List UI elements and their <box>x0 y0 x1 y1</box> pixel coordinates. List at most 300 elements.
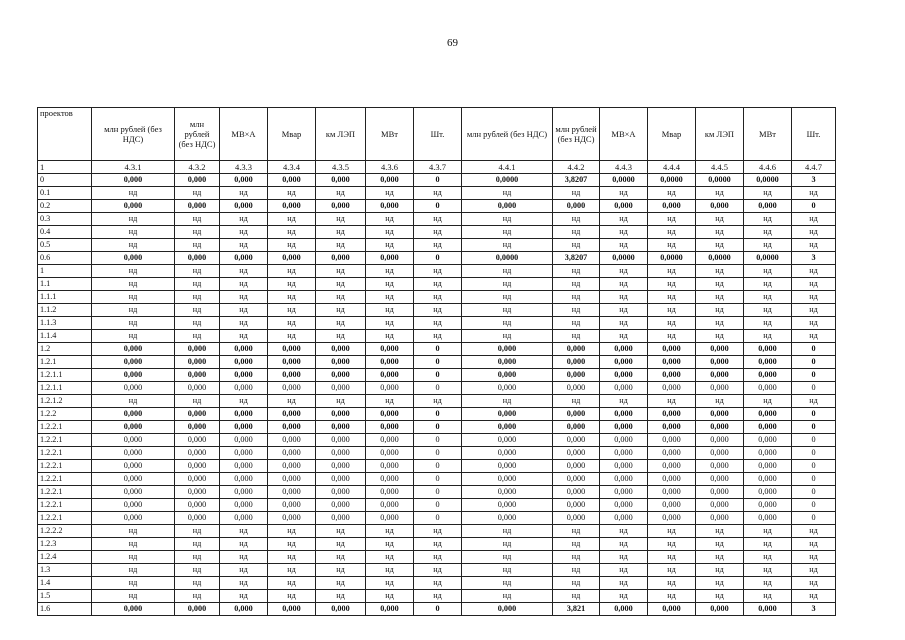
table-cell: нд <box>553 187 600 200</box>
table-cell: 0,000 <box>696 473 744 486</box>
table-cell: 0,000 <box>744 499 792 512</box>
table-cell: нд <box>268 330 316 343</box>
table-cell: нд <box>792 538 836 551</box>
table-cell: 0,000 <box>696 499 744 512</box>
table-cell: 0,000 <box>462 447 553 460</box>
table-cell: нд <box>220 278 268 291</box>
table-row <box>38 187 836 200</box>
table-cell: нд <box>366 551 414 564</box>
table-cell: 0,000 <box>462 200 553 213</box>
table-row <box>38 226 836 239</box>
column-header: МВт <box>366 108 414 161</box>
table-cell: 0,000 <box>696 434 744 447</box>
column-header: км ЛЭП <box>696 108 744 161</box>
table-cell: 0,000 <box>366 174 414 187</box>
table-cell: 0,000 <box>268 473 316 486</box>
table-cell: нд <box>92 330 175 343</box>
table-cell: нд <box>414 265 462 278</box>
table-cell: нд <box>220 330 268 343</box>
table-cell: нд <box>175 317 220 330</box>
column-number: 4.4.2 <box>553 161 600 174</box>
table-cell: нд <box>268 525 316 538</box>
table-cell: нд <box>92 395 175 408</box>
table-cell: 0,000 <box>175 512 220 525</box>
table-cell: 0,000 <box>696 447 744 460</box>
table-cell: 0,000 <box>175 421 220 434</box>
table-cell: нд <box>92 291 175 304</box>
table-cell: нд <box>744 330 792 343</box>
table-cell: 0,000 <box>600 343 648 356</box>
table-cell: нд <box>462 525 553 538</box>
table-cell: нд <box>696 239 744 252</box>
table-cell: нд <box>648 213 696 226</box>
table-cell: нд <box>462 577 553 590</box>
table-cell: нд <box>220 551 268 564</box>
table-cell: 0 <box>792 343 836 356</box>
table-cell: нд <box>316 395 366 408</box>
table-cell: нд <box>696 291 744 304</box>
table-cell: нд <box>175 551 220 564</box>
table-cell: 0,000 <box>92 421 175 434</box>
table-cell: 0,000 <box>268 434 316 447</box>
table-cell: 0 <box>414 343 462 356</box>
table-cell: 3,821 <box>553 603 600 616</box>
table-cell: нд <box>462 291 553 304</box>
table-cell: 0,000 <box>92 473 175 486</box>
table-cell: нд <box>648 278 696 291</box>
table-cell: нд <box>92 538 175 551</box>
table-cell: нд <box>696 317 744 330</box>
table-cell: нд <box>220 265 268 278</box>
table-cell: 0,000 <box>220 603 268 616</box>
table-cell: нд <box>600 213 648 226</box>
table-cell: 0,000 <box>268 447 316 460</box>
table-cell: 0,000 <box>366 369 414 382</box>
table-cell: нд <box>92 304 175 317</box>
table-cell: 0,000 <box>696 460 744 473</box>
table-cell: нд <box>316 239 366 252</box>
table-cell: нд <box>696 551 744 564</box>
table-cell: 3 <box>792 603 836 616</box>
table-row <box>38 577 836 590</box>
table-cell: нд <box>366 265 414 278</box>
table-row <box>38 486 836 499</box>
table-cell: нд <box>696 590 744 603</box>
table-row <box>38 473 836 486</box>
table-cell: 0,000 <box>462 382 553 395</box>
table-cell: нд <box>696 538 744 551</box>
table-cell: нд <box>175 577 220 590</box>
table-cell: 0,0000 <box>696 174 744 187</box>
table-cell: нд <box>744 304 792 317</box>
table-cell: нд <box>316 525 366 538</box>
table-cell: нд <box>366 278 414 291</box>
table-cell: 0,000 <box>600 447 648 460</box>
table-cell: 0 <box>414 447 462 460</box>
table-cell: нд <box>92 590 175 603</box>
row-code-cell: 0.1 <box>38 187 92 200</box>
table-cell: 0,000 <box>366 603 414 616</box>
table-cell: нд <box>175 538 220 551</box>
row-code-cell: 1.2.2.1 <box>38 512 92 525</box>
table-cell: нд <box>92 265 175 278</box>
column-number: 4.4.7 <box>792 161 836 174</box>
column-number: 4.3.3 <box>220 161 268 174</box>
table-cell: нд <box>414 291 462 304</box>
table-cell: 0,000 <box>316 499 366 512</box>
table-cell: 0,000 <box>648 356 696 369</box>
row-code-cell: 0.5 <box>38 239 92 252</box>
row-code-cell: 0.3 <box>38 213 92 226</box>
row-code-cell: 1.2.2.1 <box>38 447 92 460</box>
table-cell: 0,000 <box>462 473 553 486</box>
table-cell: 0,000 <box>600 382 648 395</box>
table-cell: нд <box>744 226 792 239</box>
table-cell: 0,000 <box>175 174 220 187</box>
row-code-cell: 1.2.4 <box>38 551 92 564</box>
table-cell: нд <box>792 551 836 564</box>
table-cell: 0,000 <box>366 512 414 525</box>
table-row <box>38 512 836 525</box>
table-cell: нд <box>366 304 414 317</box>
table-cell: нд <box>696 525 744 538</box>
table-cell: нд <box>792 590 836 603</box>
table-cell: 0,000 <box>316 460 366 473</box>
table-cell: нд <box>220 304 268 317</box>
table-cell: 0,000 <box>268 174 316 187</box>
table-cell: нд <box>92 226 175 239</box>
table-cell: нд <box>553 213 600 226</box>
table-cell: нд <box>268 395 316 408</box>
row-code-cell: 1.2.2.1 <box>38 434 92 447</box>
table-cell: 0,000 <box>648 512 696 525</box>
table-cell: нд <box>648 239 696 252</box>
table-cell: 0,000 <box>316 174 366 187</box>
row-code-cell: 1.2.1.2 <box>38 395 92 408</box>
table-cell: 3,8207 <box>553 174 600 187</box>
table-cell: 0,000 <box>553 369 600 382</box>
table-cell: нд <box>792 317 836 330</box>
table-cell: 0,000 <box>268 512 316 525</box>
table-cell: нд <box>648 395 696 408</box>
table-cell: нд <box>792 239 836 252</box>
table-cell: 0,000 <box>268 603 316 616</box>
table-cell: 0,000 <box>696 512 744 525</box>
table-cell: 0,0000 <box>600 174 648 187</box>
table-cell: 0,000 <box>600 421 648 434</box>
table-cell: 0 <box>414 408 462 421</box>
row-code-cell: 0.4 <box>38 226 92 239</box>
row-code-cell: 1.6 <box>38 603 92 616</box>
row-code-cell: 1.5 <box>38 590 92 603</box>
table-cell: нд <box>316 551 366 564</box>
table-cell: 0 <box>414 382 462 395</box>
table-row <box>38 304 836 317</box>
column-number: 4.4.3 <box>600 161 648 174</box>
table-cell: 0,000 <box>92 369 175 382</box>
table-row <box>38 538 836 551</box>
table-cell: нд <box>414 330 462 343</box>
table-cell: 3,8207 <box>553 252 600 265</box>
table-cell: нд <box>792 226 836 239</box>
table-cell: нд <box>648 330 696 343</box>
table-cell: 0,000 <box>175 252 220 265</box>
table-cell: нд <box>366 187 414 200</box>
column-header: МВ×А <box>600 108 648 161</box>
table-cell: 0,000 <box>462 486 553 499</box>
table-cell: 0,000 <box>744 460 792 473</box>
table-cell: 0,000 <box>744 200 792 213</box>
table-cell: нд <box>175 291 220 304</box>
table-cell: нд <box>744 590 792 603</box>
table-cell: нд <box>600 330 648 343</box>
table-cell: 0,0000 <box>744 174 792 187</box>
row-code-cell: 1.1.2 <box>38 304 92 317</box>
table-row <box>38 252 836 265</box>
column-number: 4.3.5 <box>316 161 366 174</box>
row-code-cell: 0.6 <box>38 252 92 265</box>
table-cell: 0,000 <box>220 252 268 265</box>
table-cell: нд <box>600 564 648 577</box>
table-cell: 0 <box>792 486 836 499</box>
table-cell: 0,000 <box>462 356 553 369</box>
table-cell: нд <box>553 551 600 564</box>
table-cell: 0 <box>792 200 836 213</box>
table-cell: нд <box>600 278 648 291</box>
table-cell: 0,000 <box>553 343 600 356</box>
table-cell: 0,000 <box>268 382 316 395</box>
table-cell: нд <box>462 551 553 564</box>
table-cell: 3 <box>792 174 836 187</box>
table-cell: нд <box>696 226 744 239</box>
table-cell: нд <box>414 551 462 564</box>
table-row <box>38 382 836 395</box>
table-cell: нд <box>696 304 744 317</box>
table-cell: нд <box>553 291 600 304</box>
table-cell: 0,000 <box>220 447 268 460</box>
table-cell: 0,000 <box>696 486 744 499</box>
table-cell: 0,000 <box>696 369 744 382</box>
table-cell: 0,000 <box>696 343 744 356</box>
table-cell: 0,000 <box>366 252 414 265</box>
table-cell: 0 <box>792 512 836 525</box>
row-code-cell: 1.2.3 <box>38 538 92 551</box>
table-cell: нд <box>462 213 553 226</box>
table-cell: 0,000 <box>268 408 316 421</box>
table-cell: нд <box>792 564 836 577</box>
table-cell: 0,000 <box>744 356 792 369</box>
table-cell: 0,000 <box>600 499 648 512</box>
table-cell: 0,000 <box>175 447 220 460</box>
table-cell: нд <box>553 525 600 538</box>
table-cell: 0,000 <box>175 499 220 512</box>
table-cell: нд <box>316 278 366 291</box>
table-cell: нд <box>792 187 836 200</box>
table-cell: 0,000 <box>553 200 600 213</box>
table-cell: 0,000 <box>696 356 744 369</box>
column-number-row <box>38 161 836 174</box>
table-cell: нд <box>648 265 696 278</box>
row-code-cell: 0 <box>38 174 92 187</box>
table-cell: 0,000 <box>366 473 414 486</box>
table-cell: нд <box>696 278 744 291</box>
row-code-cell: 1.1.4 <box>38 330 92 343</box>
row-code-cell: 1.2.1 <box>38 356 92 369</box>
table-cell: 0,000 <box>648 382 696 395</box>
column-header: Мвар <box>268 108 316 161</box>
table-cell: 0 <box>414 434 462 447</box>
table-cell: нд <box>696 330 744 343</box>
table-cell: 0,000 <box>366 382 414 395</box>
table-cell: нд <box>553 239 600 252</box>
table-row <box>38 265 836 278</box>
row-code-cell: 1.2.2.1 <box>38 421 92 434</box>
table-row <box>38 499 836 512</box>
table-cell: 0,000 <box>600 434 648 447</box>
table-cell: 0 <box>414 369 462 382</box>
table-row <box>38 291 836 304</box>
table-cell: 0 <box>792 382 836 395</box>
table-cell: нд <box>220 577 268 590</box>
table-cell: нд <box>648 291 696 304</box>
table-cell: нд <box>792 577 836 590</box>
table-row <box>38 421 836 434</box>
table-cell: 0 <box>414 252 462 265</box>
table-cell: нд <box>366 226 414 239</box>
table-cell: нд <box>268 317 316 330</box>
column-header: Мвар <box>648 108 696 161</box>
table-cell: нд <box>175 226 220 239</box>
table-cell: нд <box>414 590 462 603</box>
table-cell: нд <box>600 226 648 239</box>
table-cell: нд <box>648 590 696 603</box>
row-code-cell: 0.2 <box>38 200 92 213</box>
table-row <box>38 356 836 369</box>
table-cell: нд <box>648 538 696 551</box>
table-cell: нд <box>744 213 792 226</box>
table-cell: нд <box>414 317 462 330</box>
table-cell: нд <box>366 525 414 538</box>
table-cell: нд <box>553 265 600 278</box>
table-cell: нд <box>316 317 366 330</box>
table-cell: 3 <box>792 252 836 265</box>
table-cell: 0,000 <box>366 421 414 434</box>
table-cell: 0,000 <box>268 369 316 382</box>
table-cell: нд <box>553 577 600 590</box>
table-cell: 0,000 <box>648 460 696 473</box>
table-cell: нд <box>462 187 553 200</box>
table-cell: нд <box>92 525 175 538</box>
row-code-cell: 1.4 <box>38 577 92 590</box>
table-row <box>38 200 836 213</box>
table-cell: 0,000 <box>648 421 696 434</box>
table-cell: 0,000 <box>366 200 414 213</box>
table-cell: нд <box>414 538 462 551</box>
table-cell: 0,000 <box>462 499 553 512</box>
table-cell: нд <box>648 577 696 590</box>
table-cell: 0,000 <box>268 200 316 213</box>
column-number: 4.3.7 <box>414 161 462 174</box>
table-cell: 0,000 <box>220 421 268 434</box>
table-cell: нд <box>553 278 600 291</box>
table-cell: 0,000 <box>744 473 792 486</box>
table-cell: нд <box>220 395 268 408</box>
table-row <box>38 460 836 473</box>
table-cell: 0,000 <box>175 434 220 447</box>
table-cell: 0,000 <box>553 499 600 512</box>
table-cell: нд <box>462 395 553 408</box>
table-cell: 0,0000 <box>462 174 553 187</box>
table-cell: 0,000 <box>220 434 268 447</box>
table-cell: нд <box>600 265 648 278</box>
table-cell: 0,000 <box>744 434 792 447</box>
table-cell: 0,000 <box>92 174 175 187</box>
table-cell: нд <box>92 564 175 577</box>
table-cell: нд <box>220 538 268 551</box>
table-cell: 0,000 <box>648 434 696 447</box>
table-cell: нд <box>92 278 175 291</box>
table-cell: 0,000 <box>316 200 366 213</box>
table-row <box>38 447 836 460</box>
table-cell: 0,000 <box>553 421 600 434</box>
table-cell: нд <box>316 304 366 317</box>
table-cell: 0,000 <box>220 356 268 369</box>
table-row <box>38 343 836 356</box>
table-cell: нд <box>366 317 414 330</box>
table-cell: 0,000 <box>553 356 600 369</box>
table-cell: нд <box>744 317 792 330</box>
table-cell: 0,000 <box>268 499 316 512</box>
table-cell: 0,000 <box>92 382 175 395</box>
column-header: Шт. <box>414 108 462 161</box>
table-cell: 0,000 <box>648 473 696 486</box>
table-cell: 0 <box>414 356 462 369</box>
table-cell: 0,000 <box>92 603 175 616</box>
table-cell: нд <box>316 330 366 343</box>
table-cell: нд <box>175 395 220 408</box>
table-cell: 0,000 <box>366 460 414 473</box>
row-code-cell: 1.2.2.1 <box>38 460 92 473</box>
table-cell: нд <box>268 239 316 252</box>
table-cell: 0,000 <box>316 382 366 395</box>
table-cell: нд <box>462 317 553 330</box>
table-cell: 0,000 <box>92 460 175 473</box>
table-cell: нд <box>744 278 792 291</box>
table-cell: 0,000 <box>92 434 175 447</box>
table-cell: нд <box>268 551 316 564</box>
table-cell: 0,000 <box>175 460 220 473</box>
table-cell: 0 <box>414 174 462 187</box>
table-cell: нд <box>696 577 744 590</box>
table-cell: 0,000 <box>92 486 175 499</box>
table-cell: 0,000 <box>366 356 414 369</box>
table-cell: 0,000 <box>92 499 175 512</box>
table-cell: нд <box>175 330 220 343</box>
table-cell: 0 <box>414 486 462 499</box>
table-cell: нд <box>268 538 316 551</box>
table-cell: 0,000 <box>744 421 792 434</box>
table-row <box>38 317 836 330</box>
table-cell: 0,000 <box>268 356 316 369</box>
table-cell: нд <box>462 265 553 278</box>
table-cell: 0,000 <box>600 512 648 525</box>
table-cell: 0,000 <box>553 460 600 473</box>
row-code-cell: 1.2.2.2 <box>38 525 92 538</box>
column-number: 4.4.6 <box>744 161 792 174</box>
column-number: 4.4.4 <box>648 161 696 174</box>
table-cell: нд <box>175 213 220 226</box>
table-cell: 0,000 <box>316 486 366 499</box>
